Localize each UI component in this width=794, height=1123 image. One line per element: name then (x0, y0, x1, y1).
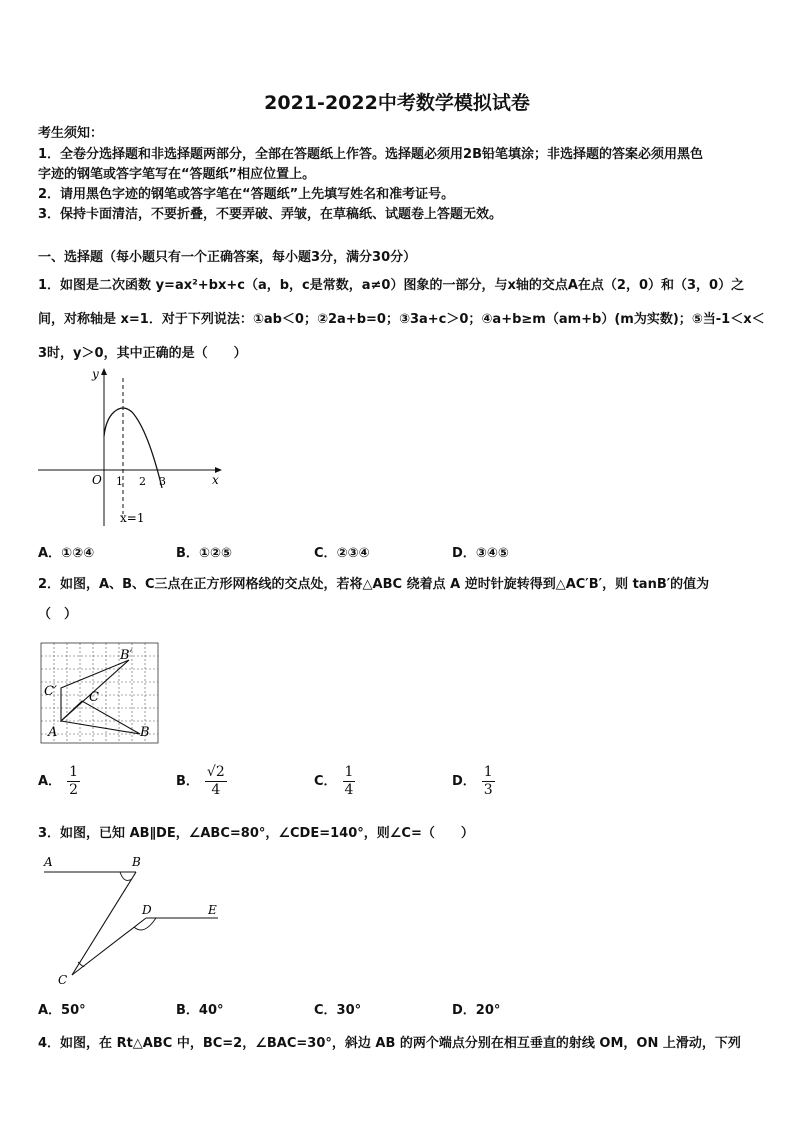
label-b: B (132, 855, 141, 869)
q3-option-d[interactable]: D．20° (452, 1003, 501, 1018)
option-letter: C． (314, 774, 337, 789)
q1-option-a[interactable]: A．①②④ (38, 546, 95, 561)
q2-option-b[interactable] (176, 764, 227, 799)
fraction (67, 764, 80, 799)
denominator: 2 (69, 782, 78, 798)
question-1-text: 3时，y＞0，其中正确的是（ ） (38, 346, 247, 361)
q1-option-d[interactable]: D．③④⑤ (452, 546, 509, 561)
label-c: C (89, 690, 99, 705)
label-c-prime: C′ (44, 684, 57, 699)
q3-option-c[interactable]: C．30° (314, 1003, 362, 1018)
label-e: E (208, 903, 217, 917)
denominator: 4 (344, 782, 354, 798)
label-b-prime: B′ (120, 648, 133, 663)
graph-y-label: y (92, 367, 99, 381)
label-d: D (142, 903, 152, 917)
option-letter: D． (452, 774, 476, 789)
graph-tick-label: 1 (116, 475, 123, 488)
graph-origin-label: O (92, 473, 102, 487)
numerator: 1 (344, 764, 354, 780)
label-b: B (140, 725, 150, 740)
label-c: C (58, 973, 68, 987)
question-2-text: （ ） (38, 607, 78, 622)
notice-item: 2．请用黑色字迹的钢笔或答字笔在“答题纸”上先填写姓名和准考证号。 (38, 187, 455, 202)
graph-x-label: x (212, 473, 219, 487)
section-heading: 一、选择题（每小题只有一个正确答案，每小题3分，满分30分） (38, 250, 417, 265)
question-2-text: 2．如图，A、B、C三点在正方形网格线的交点处，若将△ABC 绕着点 A 逆时针旋转得到△AC′B′，则 tanB′的值为 (38, 577, 710, 592)
graph-tick-label: 2 (139, 475, 146, 488)
numerator: 1 (69, 764, 78, 780)
denominator: 4 (211, 782, 221, 798)
notice-item: 1．全卷分选择题和非选择题两部分，全部在答题纸上作答。选择题必须用2B铅笔填涂；非选择题的答案必须用黑色 (38, 147, 704, 162)
q2-option-a[interactable] (38, 764, 80, 799)
notice-heading: 考生须知： (38, 126, 104, 141)
q2-option-d[interactable] (452, 764, 495, 799)
q1-option-c[interactable]: C．②③④ (314, 546, 370, 561)
q3-option-b[interactable]: B．40° (176, 1003, 224, 1018)
option-letter: B． (176, 774, 199, 789)
notice-item: 3．保持卡面清洁，不要折叠，不要弄破、弄皱，在草稿纸、试题卷上答题无效。 (38, 207, 503, 222)
denominator: 3 (483, 782, 493, 798)
question-1-graph (36, 364, 226, 530)
numerator: 1 (483, 764, 493, 780)
page-title: 2021-2022中考数学模拟试卷 (264, 92, 530, 114)
option-letter: A． (38, 774, 62, 789)
graph-tick-label: 3 (159, 475, 166, 488)
notice-item: 字迹的钢笔或答字笔写在“答题纸”相应位置上。 (38, 167, 316, 182)
question-3-figure (36, 850, 226, 990)
graph-axis-label: x=1 (120, 511, 145, 525)
question-3-text: 3．如图，已知 AB∥DE，∠ABC=80°，∠CDE=140°，则∠C=（ ） (38, 826, 474, 841)
question-1-text: 1．如图是二次函数 y=ax²+bx+c（a，b，c是常数，a≠0）图象的一部分，与x轴的交点A在点（2，0）和（3，0）之 (38, 278, 745, 293)
question-2-grid-figure (36, 638, 166, 748)
label-a: A (44, 855, 53, 869)
q2-option-c[interactable] (314, 764, 355, 799)
fraction (482, 764, 495, 799)
numerator: √2 (206, 764, 225, 780)
q3-option-a[interactable]: A．50° (38, 1003, 86, 1018)
question-1-text: 间，对称轴是 x=1．对于下列说法：①ab＜0；②2a+b=0；③3a+c＞0；④a+b≥m（am+b）(m为实数)；⑤当-1＜x＜ (38, 312, 765, 327)
q1-option-b[interactable]: B．①②⑤ (176, 546, 232, 561)
fraction (343, 764, 356, 799)
label-a: A (48, 725, 58, 740)
question-4-text: 4．如图，在 Rt△ABC 中，BC=2，∠BAC=30°，斜边 AB 的两个端点分别在相互垂直的射线 OM，ON 上滑动，下列 (38, 1036, 741, 1051)
fraction (205, 764, 227, 799)
